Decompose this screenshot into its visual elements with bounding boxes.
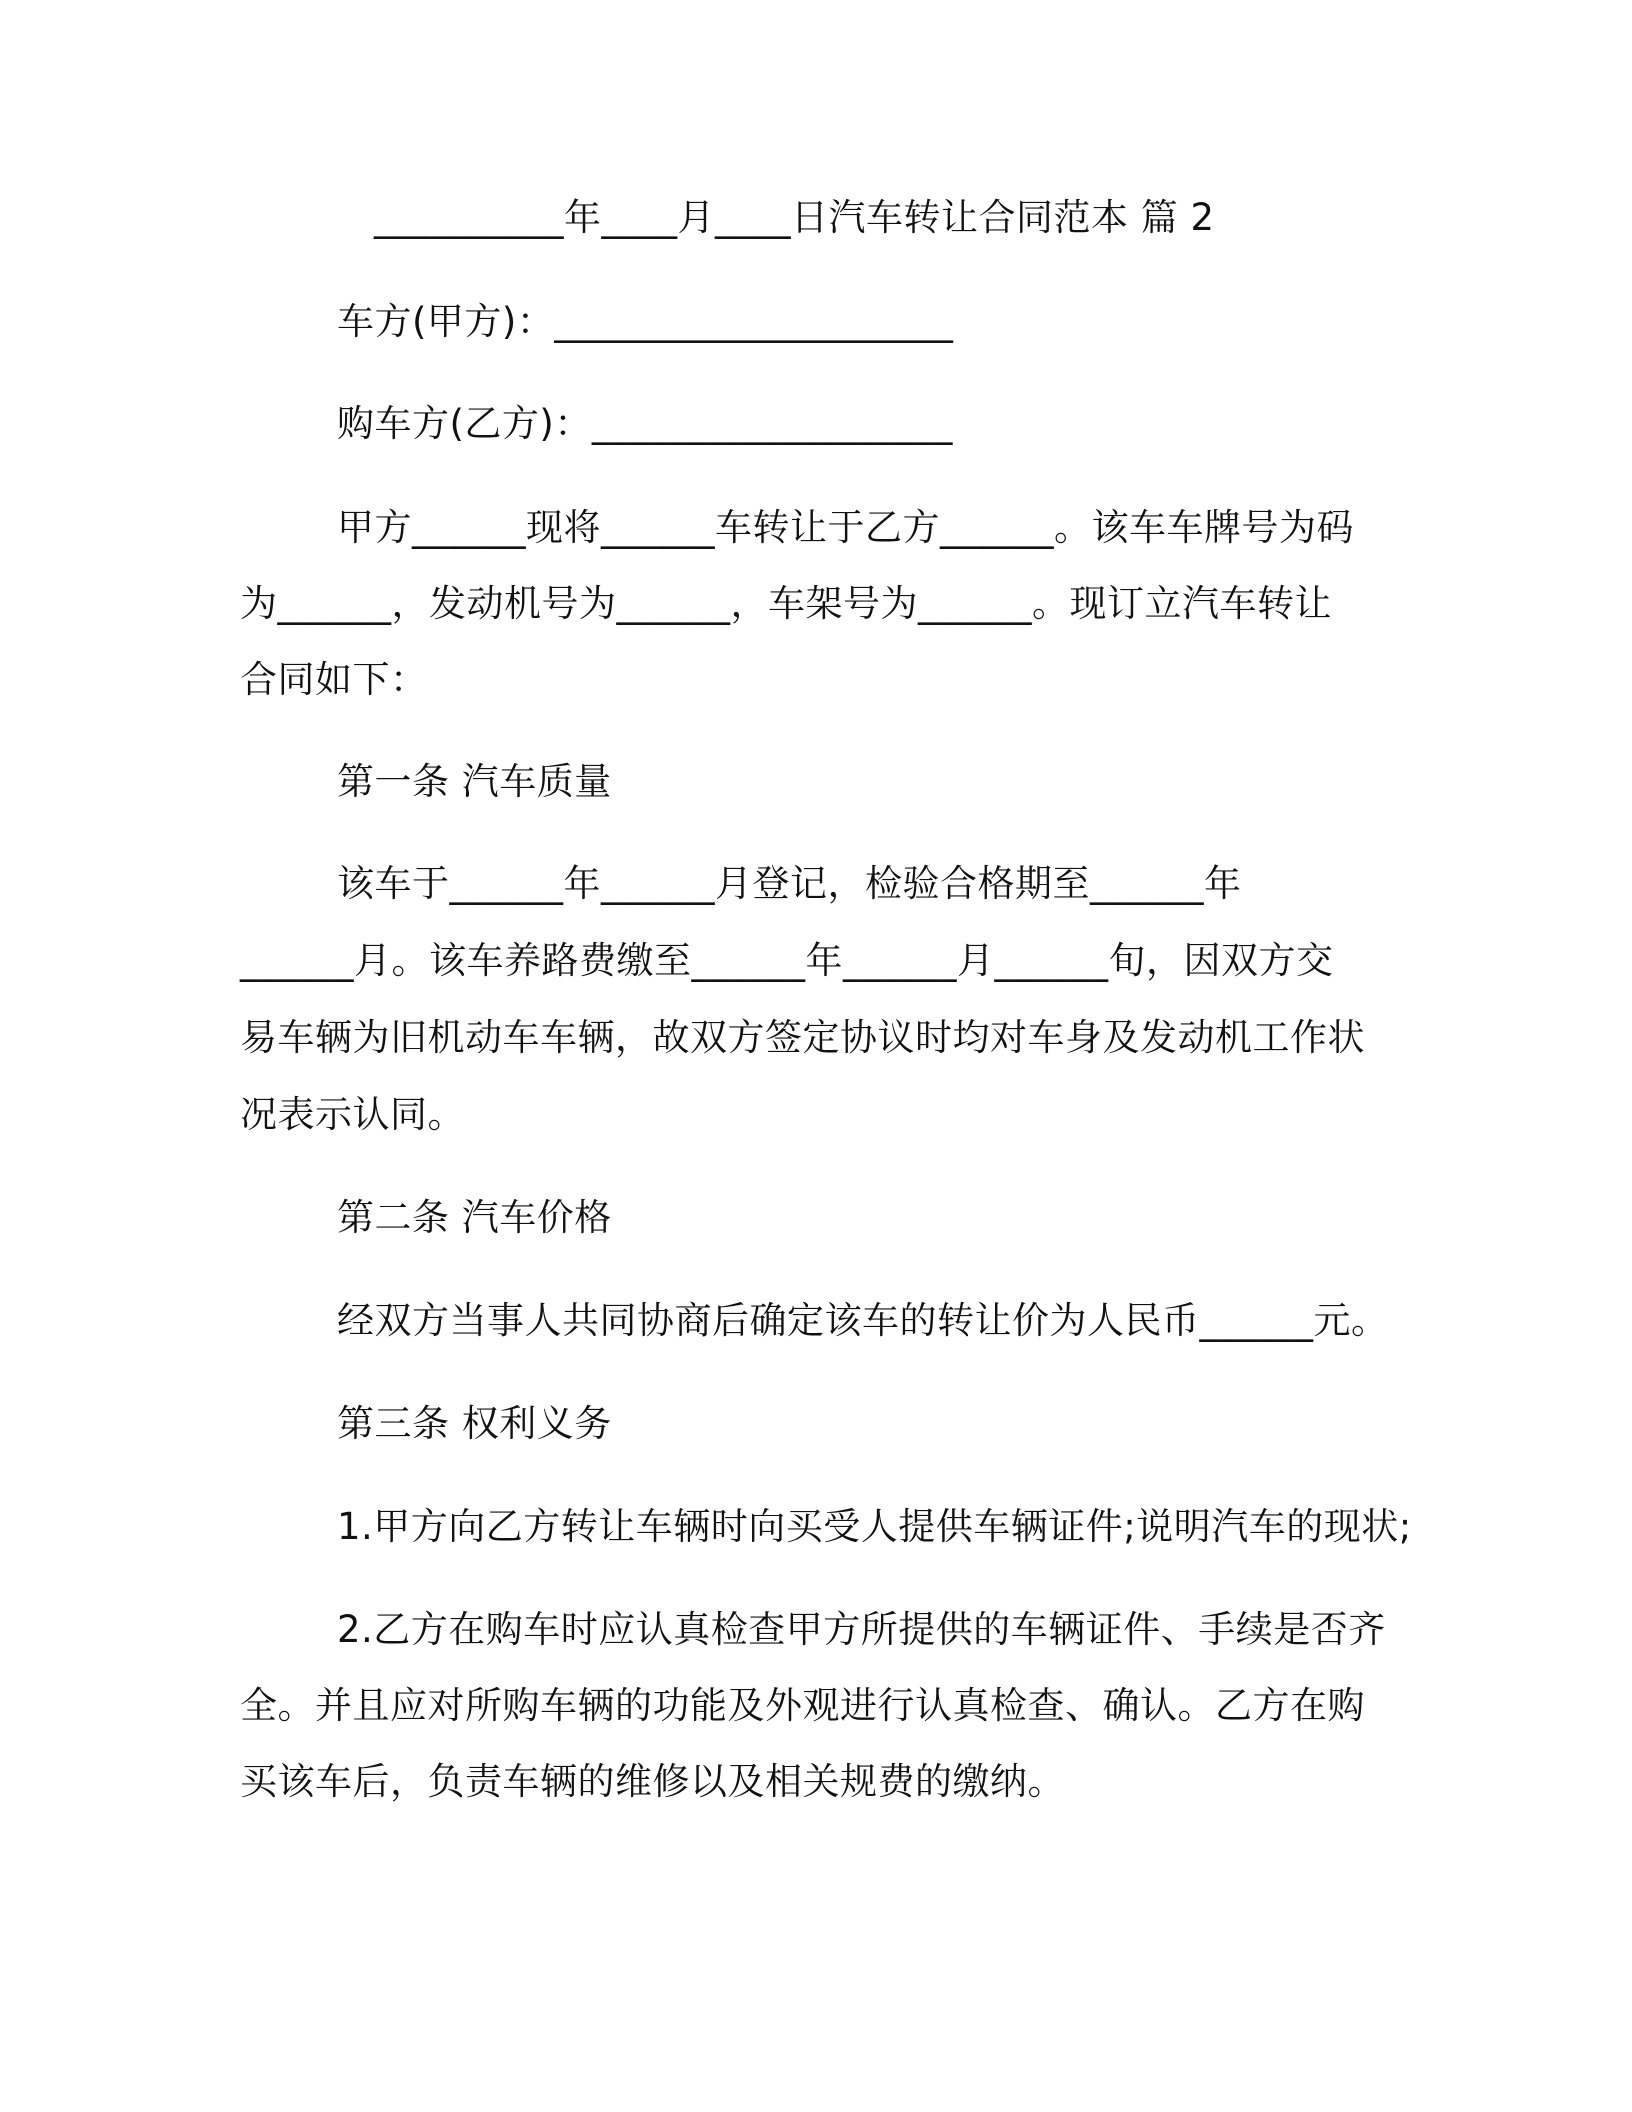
paragraph-line: 2.乙方在购车时应认真检查甲方所提供的车辆证件、手续是否齐 — [337, 1608, 1386, 1651]
paragraph-line: 全。并且应对所购车辆的功能及外观进行认真检查、确认。乙方在购 — [240, 1684, 1365, 1727]
paragraph-line: 买该车后，负责车辆的维修以及相关规费的缴纳。 — [240, 1760, 1065, 1803]
paragraph-line: 经双方当事人共同协商后确定该车的转让价为人民币______元。 — [337, 1299, 1389, 1342]
paragraph-line: 该车于______年______月登记，检验合格期至______年 — [337, 862, 1242, 905]
paragraph-line: ______月。该车养路费缴至______年______月______旬，因双方交 — [240, 939, 1334, 982]
article-heading-2: 第二条 汽车价格 — [337, 1196, 612, 1239]
article-heading-1: 第一条 汽车质量 — [337, 760, 612, 803]
paragraph-line: 为______，发动机号为______，车架号为______。现订立汽车转让 — [240, 582, 1332, 625]
paragraph-line: 易车辆为旧机动车车辆，故双方签定协议时均对车身及发动机工作状 — [240, 1016, 1365, 1059]
paragraph-line: 况表示认同。 — [240, 1093, 465, 1136]
paragraph-line: 甲方______现将______车转让于乙方______。该车车牌号为码 — [337, 506, 1354, 549]
document-title: __________年____月____日汽车转让合同范本 篇 2 — [374, 196, 1215, 239]
article-heading-3: 第三条 权利义务 — [337, 1402, 612, 1445]
buyer-line: 购车方(乙方)：___________________ — [337, 402, 953, 445]
paragraph-line: 1.甲方向乙方转让车辆时向买受人提供车辆证件;说明汽车的现状; — [337, 1505, 1412, 1548]
paragraph-line: 合同如下： — [240, 658, 428, 701]
seller-line: 车方(甲方)：_____________________ — [337, 300, 954, 343]
